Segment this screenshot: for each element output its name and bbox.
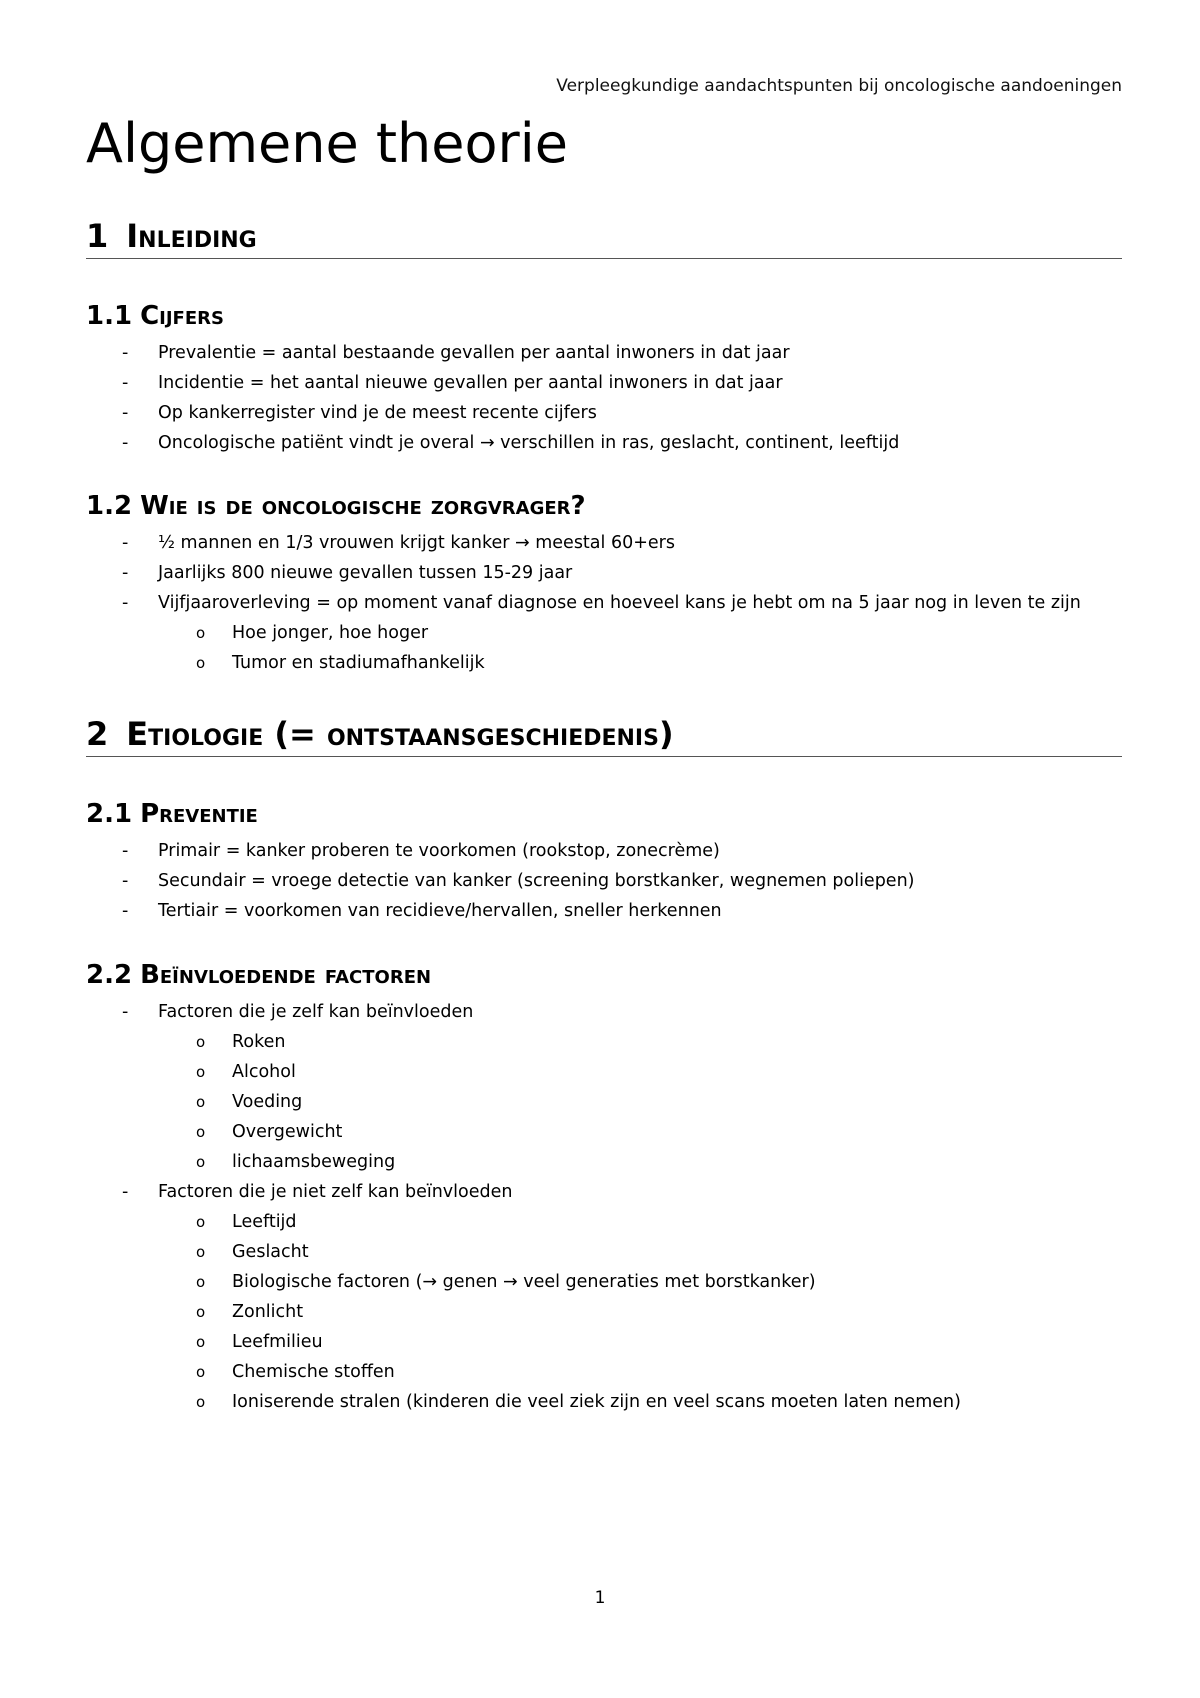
running-header: Verpleegkundige aandachtspunten bij oncologische aandoeningen: [556, 76, 1122, 96]
list-item-text: Hoe jonger, hoe hoger: [232, 623, 429, 643]
bullet-marker: -: [122, 403, 129, 423]
section-number: 1: [86, 217, 109, 255]
subsection-number: 2.1: [86, 799, 133, 829]
list-item-text: Primair = kanker proberen te voorkomen (rookstop, zonecrème): [158, 841, 720, 861]
list-item-text: Prevalentie = aantal bestaande gevallen per aantal inwoners in dat jaar: [158, 343, 790, 363]
bullet-marker: -: [122, 343, 129, 363]
list-item-text: lichaamsbeweging: [232, 1152, 396, 1172]
list-item-text: Secundair = vroege detectie van kanker (screening borstkanker, wegnemen poliepen): [158, 871, 915, 891]
list-item-text: Jaarlijks 800 nieuwe gevallen tussen 15-29 jaar: [158, 563, 573, 583]
sub-list-item: [86, 1357, 961, 1387]
list-item: [86, 866, 915, 896]
sub-list-item: [86, 1387, 961, 1417]
subsection-heading-2-1: [86, 800, 258, 829]
list-item-text: Roken: [232, 1032, 286, 1052]
list-item-text: Voeding: [232, 1092, 303, 1112]
bullet-list: [86, 528, 1081, 678]
list-item-text: Factoren die je zelf kan beïnvloeden: [158, 1002, 474, 1022]
list-item-text: Leeftijd: [232, 1212, 297, 1232]
bullet-marker: o: [196, 1153, 206, 1171]
list-item-text: Factoren die je niet zelf kan beïnvloeden: [158, 1182, 513, 1202]
section-number: 2: [86, 715, 109, 753]
subsection-title: Cijfers: [140, 301, 224, 331]
sub-list-item: [86, 1027, 961, 1057]
list-item: [86, 836, 915, 866]
list-item-text: Leefmilieu: [232, 1332, 323, 1352]
section-heading-1: [86, 218, 1122, 259]
bullet-marker: o: [196, 624, 206, 642]
subsection-number: 1.2: [86, 491, 133, 521]
bullet-marker: -: [122, 433, 129, 453]
list-item: [86, 588, 1081, 618]
section-title: Etiologie (= ontstaansgeschiedenis): [126, 715, 674, 753]
bullet-marker: o: [196, 1213, 206, 1231]
list-item-text: Chemische stoffen: [232, 1362, 395, 1382]
bullet-marker: o: [196, 1093, 206, 1111]
document-title: Algemene theorie: [86, 112, 568, 175]
sub-list-item: [86, 1297, 961, 1327]
sub-list-item: [86, 648, 1081, 678]
list-item-text: Biologische factoren (→ genen → veel generaties met borstkanker): [232, 1272, 816, 1292]
list-item-text: Incidentie = het aantal nieuwe gevallen per aantal inwoners in dat jaar: [158, 373, 783, 393]
list-item-text: Alcohol: [232, 1062, 296, 1082]
list-item: [86, 398, 899, 428]
sub-list-item: [86, 1147, 961, 1177]
list-item-text: Tumor en stadiumafhankelijk: [232, 653, 485, 673]
section-title: Inleiding: [126, 217, 257, 255]
sub-list-item: [86, 618, 1081, 648]
subsection-number: 1.1: [86, 301, 133, 331]
subsection-heading-1-2: [86, 492, 586, 521]
subsection-heading-1-1: [86, 302, 224, 331]
bullet-marker: o: [196, 654, 206, 672]
bullet-marker: o: [196, 1333, 206, 1351]
list-item-text: Geslacht: [232, 1242, 309, 1262]
list-item-text: Op kankerregister vind je de meest recente cijfers: [158, 403, 597, 423]
bullet-marker: o: [196, 1363, 206, 1381]
subsection-title: Beïnvloedende factoren: [140, 960, 432, 990]
sub-list-item: [86, 1237, 961, 1267]
bullet-list: [86, 338, 899, 458]
list-item: [86, 528, 1081, 558]
list-item-text: Ioniserende stralen (kinderen die veel ziek zijn en veel scans moeten laten nemen): [232, 1392, 961, 1412]
bullet-marker: -: [122, 841, 129, 861]
bullet-marker: o: [196, 1243, 206, 1261]
bullet-marker: -: [122, 1182, 129, 1202]
list-item-text: Overgewicht: [232, 1122, 343, 1142]
list-item-text: Tertiair = voorkomen van recidieve/hervallen, sneller herkennen: [158, 901, 722, 921]
list-item-text: Oncologische patiënt vindt je overal → verschillen in ras, geslacht, continent, leeftijd: [158, 433, 900, 453]
list-item: [86, 896, 915, 926]
subsection-heading-2-2: [86, 961, 431, 990]
bullet-marker: o: [196, 1393, 206, 1411]
list-item: [86, 558, 1081, 588]
sub-list-item: [86, 1327, 961, 1357]
bullet-marker: -: [122, 871, 129, 891]
bullet-marker: -: [122, 563, 129, 583]
subsection-number: 2.2: [86, 960, 133, 990]
list-item: [86, 368, 899, 398]
list-item: [86, 1177, 961, 1207]
bullet-marker: -: [122, 533, 129, 553]
bullet-marker: o: [196, 1033, 206, 1051]
list-item: [86, 338, 899, 368]
list-item-text: Zonlicht: [232, 1302, 304, 1322]
bullet-marker: -: [122, 593, 129, 613]
bullet-marker: o: [196, 1303, 206, 1321]
sub-list-item: [86, 1267, 961, 1297]
sub-list-item: [86, 1117, 961, 1147]
bullet-marker: o: [196, 1063, 206, 1081]
bullet-marker: o: [196, 1123, 206, 1141]
list-item: [86, 428, 899, 458]
sub-list-item: [86, 1087, 961, 1117]
bullet-marker: -: [122, 901, 129, 921]
page-number: 1: [594, 1588, 606, 1608]
bullet-list: [86, 997, 961, 1417]
sub-list-item: [86, 1207, 961, 1237]
section-heading-2: [86, 716, 1122, 757]
bullet-marker: o: [196, 1273, 206, 1291]
list-item-text: Vijfjaaroverleving = op moment vanaf diagnose en hoeveel kans je hebt om na 5 jaar nog in leven te zijn: [158, 593, 1081, 613]
bullet-marker: -: [122, 1002, 129, 1022]
subsection-title: Wie is de oncologische zorgvrager?: [140, 491, 586, 521]
list-item: [86, 997, 961, 1027]
bullet-list: [86, 836, 915, 926]
subsection-title: Preventie: [140, 799, 258, 829]
bullet-marker: -: [122, 373, 129, 393]
list-item-text: ½ mannen en 1/3 vrouwen krijgt kanker → meestal 60+ers: [158, 533, 675, 553]
sub-list-item: [86, 1057, 961, 1087]
